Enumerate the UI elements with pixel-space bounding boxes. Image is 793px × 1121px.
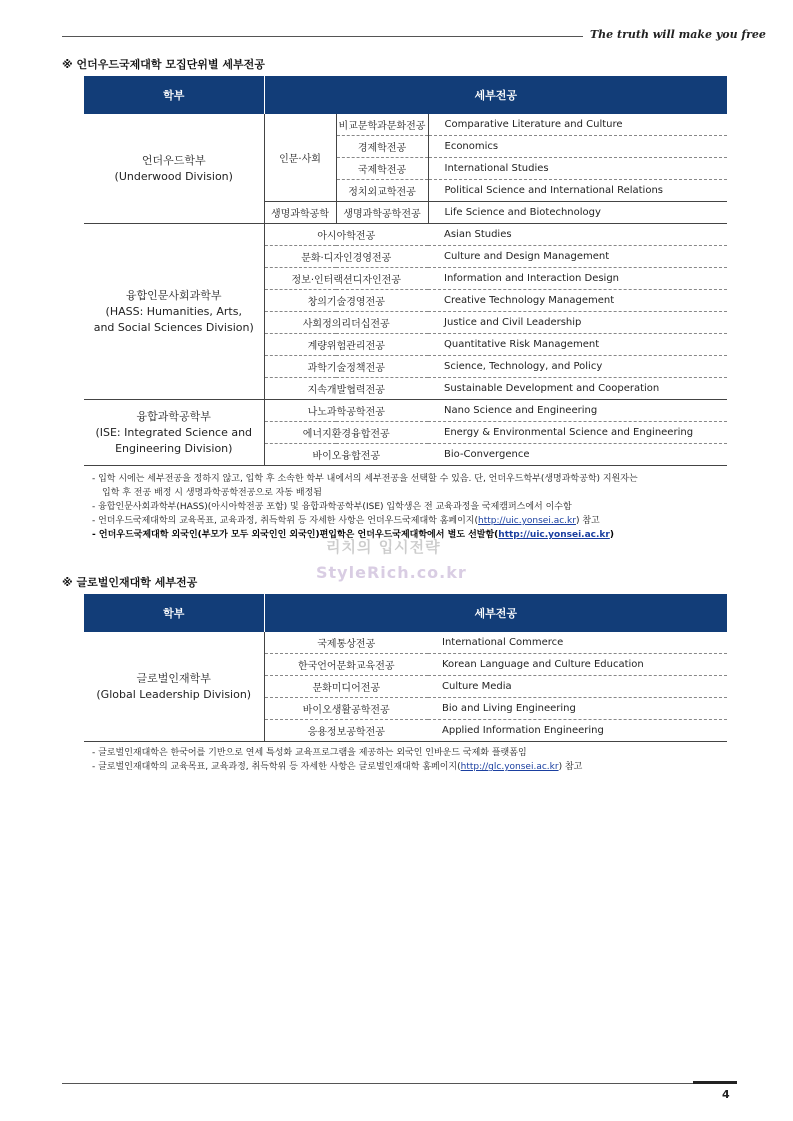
- division-ise: [84, 400, 264, 466]
- watermark-site: StyleRich.co.kr: [316, 563, 467, 582]
- major-kr: 문화미디어전공: [264, 676, 428, 698]
- table-row: [84, 114, 727, 136]
- major-kr: 아시아학전공: [264, 224, 428, 246]
- note-item: - 글로벌인재대학은 한국어를 기반으로 연세 특성화 교육프로그램을 제공하는 외국인 인바운드 국제화 플랫폼임: [92, 748, 527, 758]
- table-row: [84, 224, 727, 246]
- note-text: - 언더우드국제대학 외국인(부모가 모두 외국인인 외국인)편입학은 언더우드국제대학에서 별도 선발함(: [92, 530, 499, 540]
- note-text: ) 참고: [558, 762, 583, 772]
- major-en: International Studies: [428, 158, 727, 180]
- footer-accent-rule: [693, 1081, 737, 1084]
- major-en: Science, Technology, and Policy: [428, 356, 727, 378]
- major-en: Applied Information Engineering: [428, 720, 727, 742]
- major-en: Korean Language and Culture Education: [428, 654, 727, 676]
- uic-section-title: ※ 언더우드국제대학 모집단위별 세부전공: [62, 58, 265, 71]
- division-underwood: [84, 114, 264, 224]
- note-item: [92, 514, 638, 528]
- note-text: - 글로벌인재대학의 교육목표, 교육과정, 취득학위 등 자세한 사항은 글로벌인재대학 홈페이지(: [92, 762, 461, 772]
- major-kr: 경제학전공: [336, 136, 428, 158]
- division-hass: [84, 224, 264, 400]
- division-name-en: (ISE: Integrated Science and: [95, 425, 253, 439]
- division-name-kr: 글로벌인재학부: [136, 671, 211, 685]
- major-en: Culture and Design Management: [428, 246, 727, 268]
- major-en: Nano Science and Engineering: [428, 400, 727, 422]
- major-en: Political Science and International Relations: [428, 180, 727, 202]
- table-row: [84, 632, 727, 654]
- division-global-leadership: [84, 632, 264, 742]
- col-major-header: 세부전공: [264, 594, 727, 632]
- major-kr: 국제학전공: [336, 158, 428, 180]
- note-text: ) 참고: [575, 516, 600, 526]
- table-row: [84, 400, 727, 422]
- major-kr: 생명과학공학전공: [336, 202, 428, 224]
- major-kr: 바이오융합전공: [264, 444, 428, 466]
- glc-majors-table: [84, 594, 727, 742]
- major-kr: 나노과학공학전공: [264, 400, 428, 422]
- major-en: Life Science and Biotechnology: [428, 202, 727, 224]
- major-en: Asian Studies: [428, 224, 727, 246]
- note-text: - 언더우드국제대학의 교육목표, 교육과정, 취득학위 등 자세한 사항은 언더우드국제대학 홈페이지(: [92, 516, 478, 526]
- division-name-kr: 융합과학공학부: [136, 409, 211, 423]
- glc-section-title: ※ 글로벌인재대학 세부전공: [62, 576, 198, 589]
- major-kr: 사회정의리더십전공: [264, 312, 428, 334]
- division-name-kr: 융합인문사회과학부: [125, 288, 222, 302]
- note-item-cont: 입학 후 전공 배정 시 생명과학공학전공으로 자동 배정됨: [102, 488, 322, 498]
- division-name-en: (Global Leadership Division): [96, 687, 252, 701]
- glc-notes: [92, 746, 582, 774]
- glc-homepage-link[interactable]: http://glc.yonsei.ac.kr: [460, 762, 559, 772]
- major-kr: 바이오생활공학전공: [264, 698, 428, 720]
- major-kr: 응용정보공학전공: [264, 720, 428, 742]
- division-name-en: (Underwood Division): [114, 169, 233, 183]
- major-en: Culture Media: [428, 676, 727, 698]
- col-division-header: 학부: [84, 76, 264, 114]
- uic-homepage-link[interactable]: http://uic.yonsei.ac.kr: [478, 516, 576, 526]
- major-kr: 정치외교학전공: [336, 180, 428, 202]
- major-kr: 에너지환경융합전공: [264, 422, 428, 444]
- note-item: [92, 760, 582, 774]
- header-motto: The truth will make you free: [590, 28, 766, 41]
- major-en: Energy & Environmental Science and Engineering: [428, 422, 727, 444]
- major-kr: 지속개발협력전공: [264, 378, 428, 400]
- col-major-header: 세부전공: [264, 76, 727, 114]
- major-en: Information and Interaction Design: [428, 268, 727, 290]
- major-kr: 계량위험관리전공: [264, 334, 428, 356]
- uic-homepage-link[interactable]: http://uic.yonsei.ac.kr: [498, 530, 610, 540]
- note-text: ): [609, 530, 614, 540]
- major-en: Sustainable Development and Cooperation: [428, 378, 727, 400]
- note-item: - 융합인문사회과학부(HASS)(아시아학전공 포함) 및 융합과학공학부(ISE) 입학생은 전 교육과정을 국제캠퍼스에서 이수함: [92, 502, 572, 512]
- watermark-text: 리치의 입시전략: [326, 538, 441, 556]
- division-name-en: and Social Sciences Division): [93, 320, 254, 334]
- major-en: Justice and Civil Leadership: [428, 312, 727, 334]
- major-en: Bio and Living Engineering: [428, 698, 727, 720]
- division-name-en: (HASS: Humanities, Arts,: [105, 304, 242, 318]
- table-header-row: [84, 594, 727, 632]
- header-rule: [62, 36, 583, 37]
- major-kr: 한국언어문화교육전공: [264, 654, 428, 676]
- division-name-kr: 언더우드학부: [141, 153, 206, 167]
- major-en: Economics: [428, 136, 727, 158]
- major-en: Quantitative Risk Management: [428, 334, 727, 356]
- major-en: Creative Technology Management: [428, 290, 727, 312]
- table-header-row: [84, 76, 727, 114]
- major-kr: 창의기술경영전공: [264, 290, 428, 312]
- major-kr: 비교문학과문화전공: [336, 114, 428, 136]
- page-number: 4: [722, 1088, 730, 1101]
- major-kr: 문화·디자인경영전공: [264, 246, 428, 268]
- col-division-header: 학부: [84, 594, 264, 632]
- track-life-science: 생명과학공학: [264, 202, 336, 224]
- major-kr: 과학기술정책전공: [264, 356, 428, 378]
- track-humanities: 인문·사회: [264, 114, 336, 202]
- uic-notes: [92, 472, 638, 542]
- major-kr: 국제통상전공: [264, 632, 428, 654]
- major-en: Comparative Literature and Culture: [428, 114, 727, 136]
- footer-rule: [62, 1083, 737, 1084]
- division-name-en: Engineering Division): [115, 441, 233, 455]
- major-en: Bio-Convergence: [428, 444, 727, 466]
- major-en: International Commerce: [428, 632, 727, 654]
- major-kr: 정보·인터랙션디자인전공: [264, 268, 428, 290]
- note-item: - 입학 시에는 세부전공을 정하지 않고, 입학 후 소속한 학부 내에서의 세부전공을 선택할 수 있음. 단, 언더우드학부(생명과학공학) 지원자는: [92, 474, 638, 484]
- uic-majors-table: [84, 76, 727, 466]
